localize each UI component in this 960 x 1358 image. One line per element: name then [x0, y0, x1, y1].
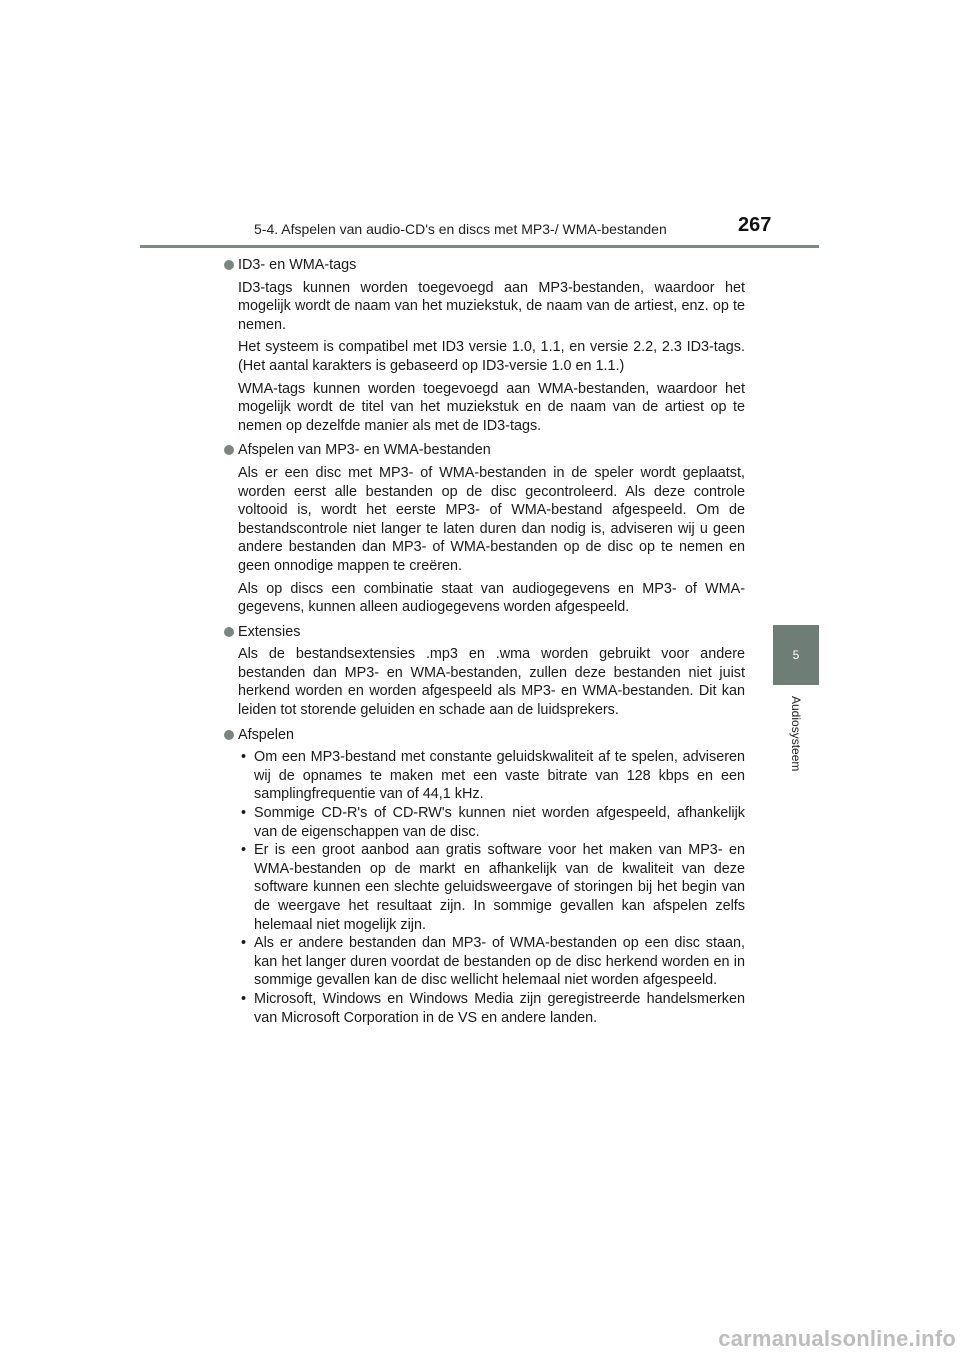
paragraph: Als er een disc met MP3- of WMA-bestanden in de speler wordt geplaatst, worden eerst alle bestanden op de disc gecontroleerd. Als deze controle voltooid is, wordt het eerste MP3- of WMA-bestand afgespeeld. Om de bestandscontrole niet langer te laten duren dan nodig is, adviseren wij u geen andere bestanden dan MP3- of WMA-bestanden op de disc op te nemen en geen onnodige mappen te creëren.	[238, 464, 745, 574]
list-bullet-icon: •	[241, 990, 247, 1007]
list-bullet-icon: •	[241, 935, 247, 952]
page-body	[222, 256, 745, 1033]
bullet-dot-icon	[224, 445, 234, 455]
list-item-text: Om een MP3-bestand met constante geluidskwaliteit af te spelen, adviseren wij de opnames te maken met een vaste bitrate van 128 kbps en een samplingfrequentie van of 44,1 kHz.	[254, 749, 745, 803]
chapter-tab-label	[773, 686, 819, 806]
list-item-text: Microsoft, Windows en Windows Media zijn geregistreerde handelsmerken van Microsoft Corporation in de VS en andere landen.	[254, 990, 745, 1026]
list-item	[238, 804, 745, 841]
page-number: 267	[738, 214, 772, 236]
section-heading	[222, 623, 745, 642]
bullet-dot-icon	[224, 730, 234, 740]
watermark: carmanualsonline.info	[718, 1326, 956, 1351]
list-item-text: Als er andere bestanden dan MP3- of WMA-bestanden op een disc staan, kan het langer duren voordat de bestanden op de disc herkend worden en in sommige gevallen kan de disc wellicht helemaal niet worden afgespeeld.	[254, 935, 745, 989]
paragraph: Het systeem is compatibel met ID3 versie 1.0, 1.1, en versie 2.2, 2.3 ID3-tags. (Het aantal karakters is gebaseerd op ID3-versie 1.0 en 1.1.)	[238, 339, 745, 374]
section-heading-text: Afspelen	[238, 726, 295, 743]
section-heading-text: Extensies	[238, 623, 301, 640]
section-heading	[222, 726, 745, 745]
section-playback	[222, 726, 745, 1028]
list-item	[238, 748, 745, 804]
list-bullet-icon: •	[241, 749, 247, 766]
paragraph: Als de bestandsextensies .mp3 en .wma worden gebruikt voor andere bestanden dan MP3- en WMA-bestanden, zullen deze bestanden niet juist herkend worden en worden afgespeeld als MP3- en WMA-bestanden. Dit kan leiden tot storende geluiden en schade aan de luidsprekers.	[238, 646, 745, 719]
header-rule	[140, 245, 819, 248]
list-item-text: Er is een groot aanbod aan gratis software voor het maken van MP3- en WMA-bestanden op de markt en afhankelijk van de kwaliteit van deze software kunnen een slechte geluidsweergave of storingen bij het begin van de weergave het resultaat zijn. In sommige gevallen kan afspelen zelfs helemaal niet mogelijk zijn.	[254, 842, 745, 933]
list-item	[238, 841, 745, 934]
section-extensions	[222, 623, 745, 720]
chapter-tab-number: 5	[773, 625, 819, 685]
section-heading	[222, 256, 745, 275]
bullet-list	[238, 748, 745, 1027]
section-id3-wma-tags	[222, 256, 745, 435]
chapter-tab-label-text: Audiosysteem	[789, 696, 803, 772]
list-item	[238, 990, 745, 1027]
section-playback-mp3-wma	[222, 441, 745, 616]
list-item	[238, 934, 745, 990]
section-heading-text: ID3- en WMA-tags	[238, 257, 357, 273]
paragraph: ID3-tags kunnen worden toegevoegd aan MP3-bestanden, waardoor het mogelijk wordt de naam van het muziekstuk, de naam van de artiest, enz. op te nemen.	[238, 279, 745, 333]
list-bullet-icon: •	[241, 805, 247, 822]
bullet-dot-icon	[224, 627, 234, 637]
paragraph: WMA-tags kunnen worden toegevoegd aan WMA-bestanden, waardoor het mogelijk wordt de titel van het muziekstuk en de naam van de artiest op te nemen op dezelfde manier als met de ID3-tags.	[238, 380, 745, 434]
section-heading-text: Afspelen van MP3- en WMA-bestanden	[238, 442, 491, 459]
section-heading	[222, 441, 745, 460]
running-header-title: 5-4. Afspelen van audio-CD's en discs met MP3-/ WMA-bestanden	[254, 221, 667, 237]
list-item-text: Sommige CD-R's of CD-RW's kunnen niet worden afgespeeld, afhankelijk van de eigenschappen van de disc.	[254, 805, 745, 840]
list-bullet-icon: •	[241, 842, 247, 859]
paragraph: Als op discs een combinatie staat van audiogegevens en MP3- of WMA-gegevens, kunnen alleen audiogegevens worden afgespeeld.	[238, 580, 745, 616]
bullet-dot-icon	[224, 260, 234, 270]
